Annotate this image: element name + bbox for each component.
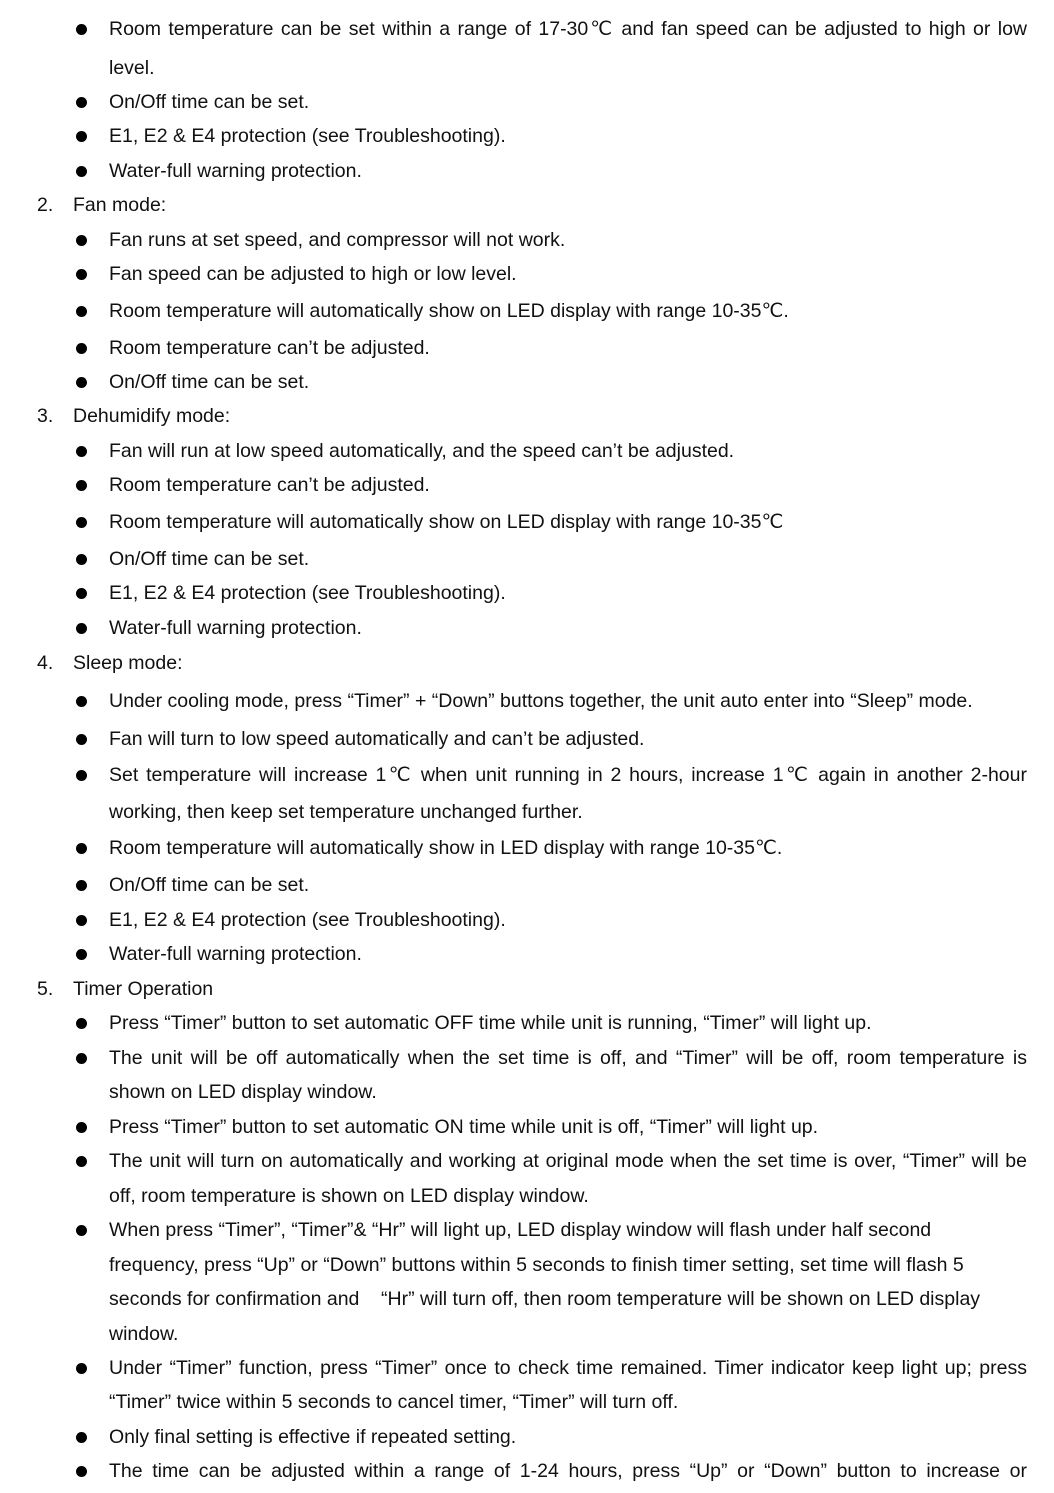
bullet-icon <box>76 915 87 926</box>
bullet-text: off, room temperature is shown on LED display window. <box>109 1185 589 1207</box>
bullet-text: Under cooling mode, press “Timer” + “Down” buttons together, the unit auto enter into “Sleep” mode. <box>109 690 973 712</box>
bullet-icon <box>76 517 87 528</box>
bullet-text: “Timer” twice within 5 seconds to cancel timer, “Timer” will turn off. <box>109 1391 679 1413</box>
section-title: Fan mode: <box>73 194 167 216</box>
bullet-icon <box>76 623 87 634</box>
bullet-text: Room temperature will automatically show on LED display with range 10-35℃. <box>109 300 789 322</box>
bullet-icon <box>76 1053 87 1064</box>
bullet-text: Fan runs at set speed, and compressor will not work. <box>109 229 566 251</box>
section-title: Timer Operation <box>73 978 214 1000</box>
bullet-text: Water-full warning protection. <box>109 160 362 182</box>
bullet-text: Room temperature will automatically show on LED display with range 10-35℃ <box>109 511 784 533</box>
section-number: 2. <box>37 194 54 216</box>
bullet-text: Fan will run at low speed automatically, and the speed can’t be adjusted. <box>109 440 735 462</box>
bullet-text: On/Off time can be set. <box>109 91 310 113</box>
bullet-icon <box>76 843 87 854</box>
bullet-text: Fan speed can be adjusted to high or low level. <box>109 263 517 285</box>
section-number: 5. <box>37 978 54 1000</box>
bullet-text: Press “Timer” button to set automatic ON time while unit is off, “Timer” will light up. <box>109 1116 819 1138</box>
bullet-text: The unit will turn on automatically and working at original mode when the set time is over, “Timer” will be <box>109 1150 1027 1172</box>
bullet-text: Room temperature can be set within a range of 17-30℃ and fan speed can be adjusted to high or low <box>109 18 1027 40</box>
bullet-icon <box>76 696 87 707</box>
section-number: 4. <box>37 652 54 674</box>
bullet-icon <box>76 1122 87 1133</box>
bullet-icon <box>76 343 87 354</box>
bullet-text: E1, E2 & E4 protection (see Troubleshooting). <box>109 909 506 931</box>
bullet-icon <box>76 1432 87 1443</box>
bullet-icon <box>76 97 87 108</box>
bullet-icon <box>76 1466 87 1477</box>
bullet-icon <box>76 1018 87 1029</box>
bullet-icon <box>76 734 87 745</box>
bullet-text: window. <box>109 1323 179 1345</box>
section-title: Dehumidify mode: <box>73 405 231 427</box>
bullet-text: Room temperature will automatically show in LED display with range 10-35℃. <box>109 837 783 859</box>
bullet-icon <box>76 446 87 457</box>
bullet-icon <box>76 1363 87 1374</box>
bullet-text: Under “Timer” function, press “Timer” once to check time remained. Timer indicator keep light up; press <box>109 1357 1027 1379</box>
section-title: Sleep mode: <box>73 652 183 674</box>
bullet-text: On/Off time can be set. <box>109 371 310 393</box>
bullet-text: level. <box>109 57 155 79</box>
bullet-text: working, then keep set temperature unchanged further. <box>109 801 583 823</box>
bullet-text: On/Off time can be set. <box>109 874 310 896</box>
bullet-text: When press “Timer”, “Timer”& “Hr” will light up, LED display window will flash under half second <box>109 1219 932 1241</box>
bullet-icon <box>76 1156 87 1167</box>
bullet-icon <box>76 770 87 781</box>
bullet-icon <box>76 554 87 565</box>
bullet-text: On/Off time can be set. <box>109 548 310 570</box>
bullet-text: shown on LED display window. <box>109 1081 377 1103</box>
bullet-icon <box>76 377 87 388</box>
section-number: 3. <box>37 405 54 427</box>
bullet-text: Only final setting is effective if repeated setting. <box>109 1426 517 1448</box>
bullet-text: Room temperature can’t be adjusted. <box>109 337 430 359</box>
bullet-icon <box>76 306 87 317</box>
bullet-icon <box>76 880 87 891</box>
bullet-icon <box>76 1225 87 1236</box>
bullet-text: Water-full warning protection. <box>109 943 362 965</box>
bullet-text: Water-full warning protection. <box>109 617 362 639</box>
bullet-icon <box>76 166 87 177</box>
bullet-text: frequency, press “Up” or “Down” buttons within 5 seconds to finish timer setting, set time will flash 5 <box>109 1254 964 1276</box>
bullet-text: seconds for confirmation and “Hr” will turn off, then room temperature will be shown on LED display <box>109 1288 981 1310</box>
bullet-icon <box>76 949 87 960</box>
bullet-icon <box>76 24 87 35</box>
bullet-text: The unit will be off automatically when the set time is off, and “Timer” will be off, room temperature is <box>109 1047 1027 1069</box>
bullet-icon <box>76 588 87 599</box>
bullet-text: Set temperature will increase 1℃ when unit running in 2 hours, increase 1℃ again in another 2-hour <box>109 764 1027 786</box>
bullet-text: E1, E2 & E4 protection (see Troubleshooting). <box>109 125 506 147</box>
bullet-icon <box>76 235 87 246</box>
bullet-icon <box>76 480 87 491</box>
bullet-text: Fan will turn to low speed automatically and can’t be adjusted. <box>109 728 645 750</box>
bullet-icon <box>76 269 87 280</box>
bullet-text: Room temperature can’t be adjusted. <box>109 474 430 496</box>
bullet-icon <box>76 131 87 142</box>
bullet-text: Press “Timer” button to set automatic OFF time while unit is running, “Timer” will light up. <box>109 1012 872 1034</box>
bullet-text: The time can be adjusted within a range of 1-24 hours, press “Up” or “Down” button to increase or <box>109 1460 1027 1482</box>
bullet-text: E1, E2 & E4 protection (see Troubleshooting). <box>109 582 506 604</box>
